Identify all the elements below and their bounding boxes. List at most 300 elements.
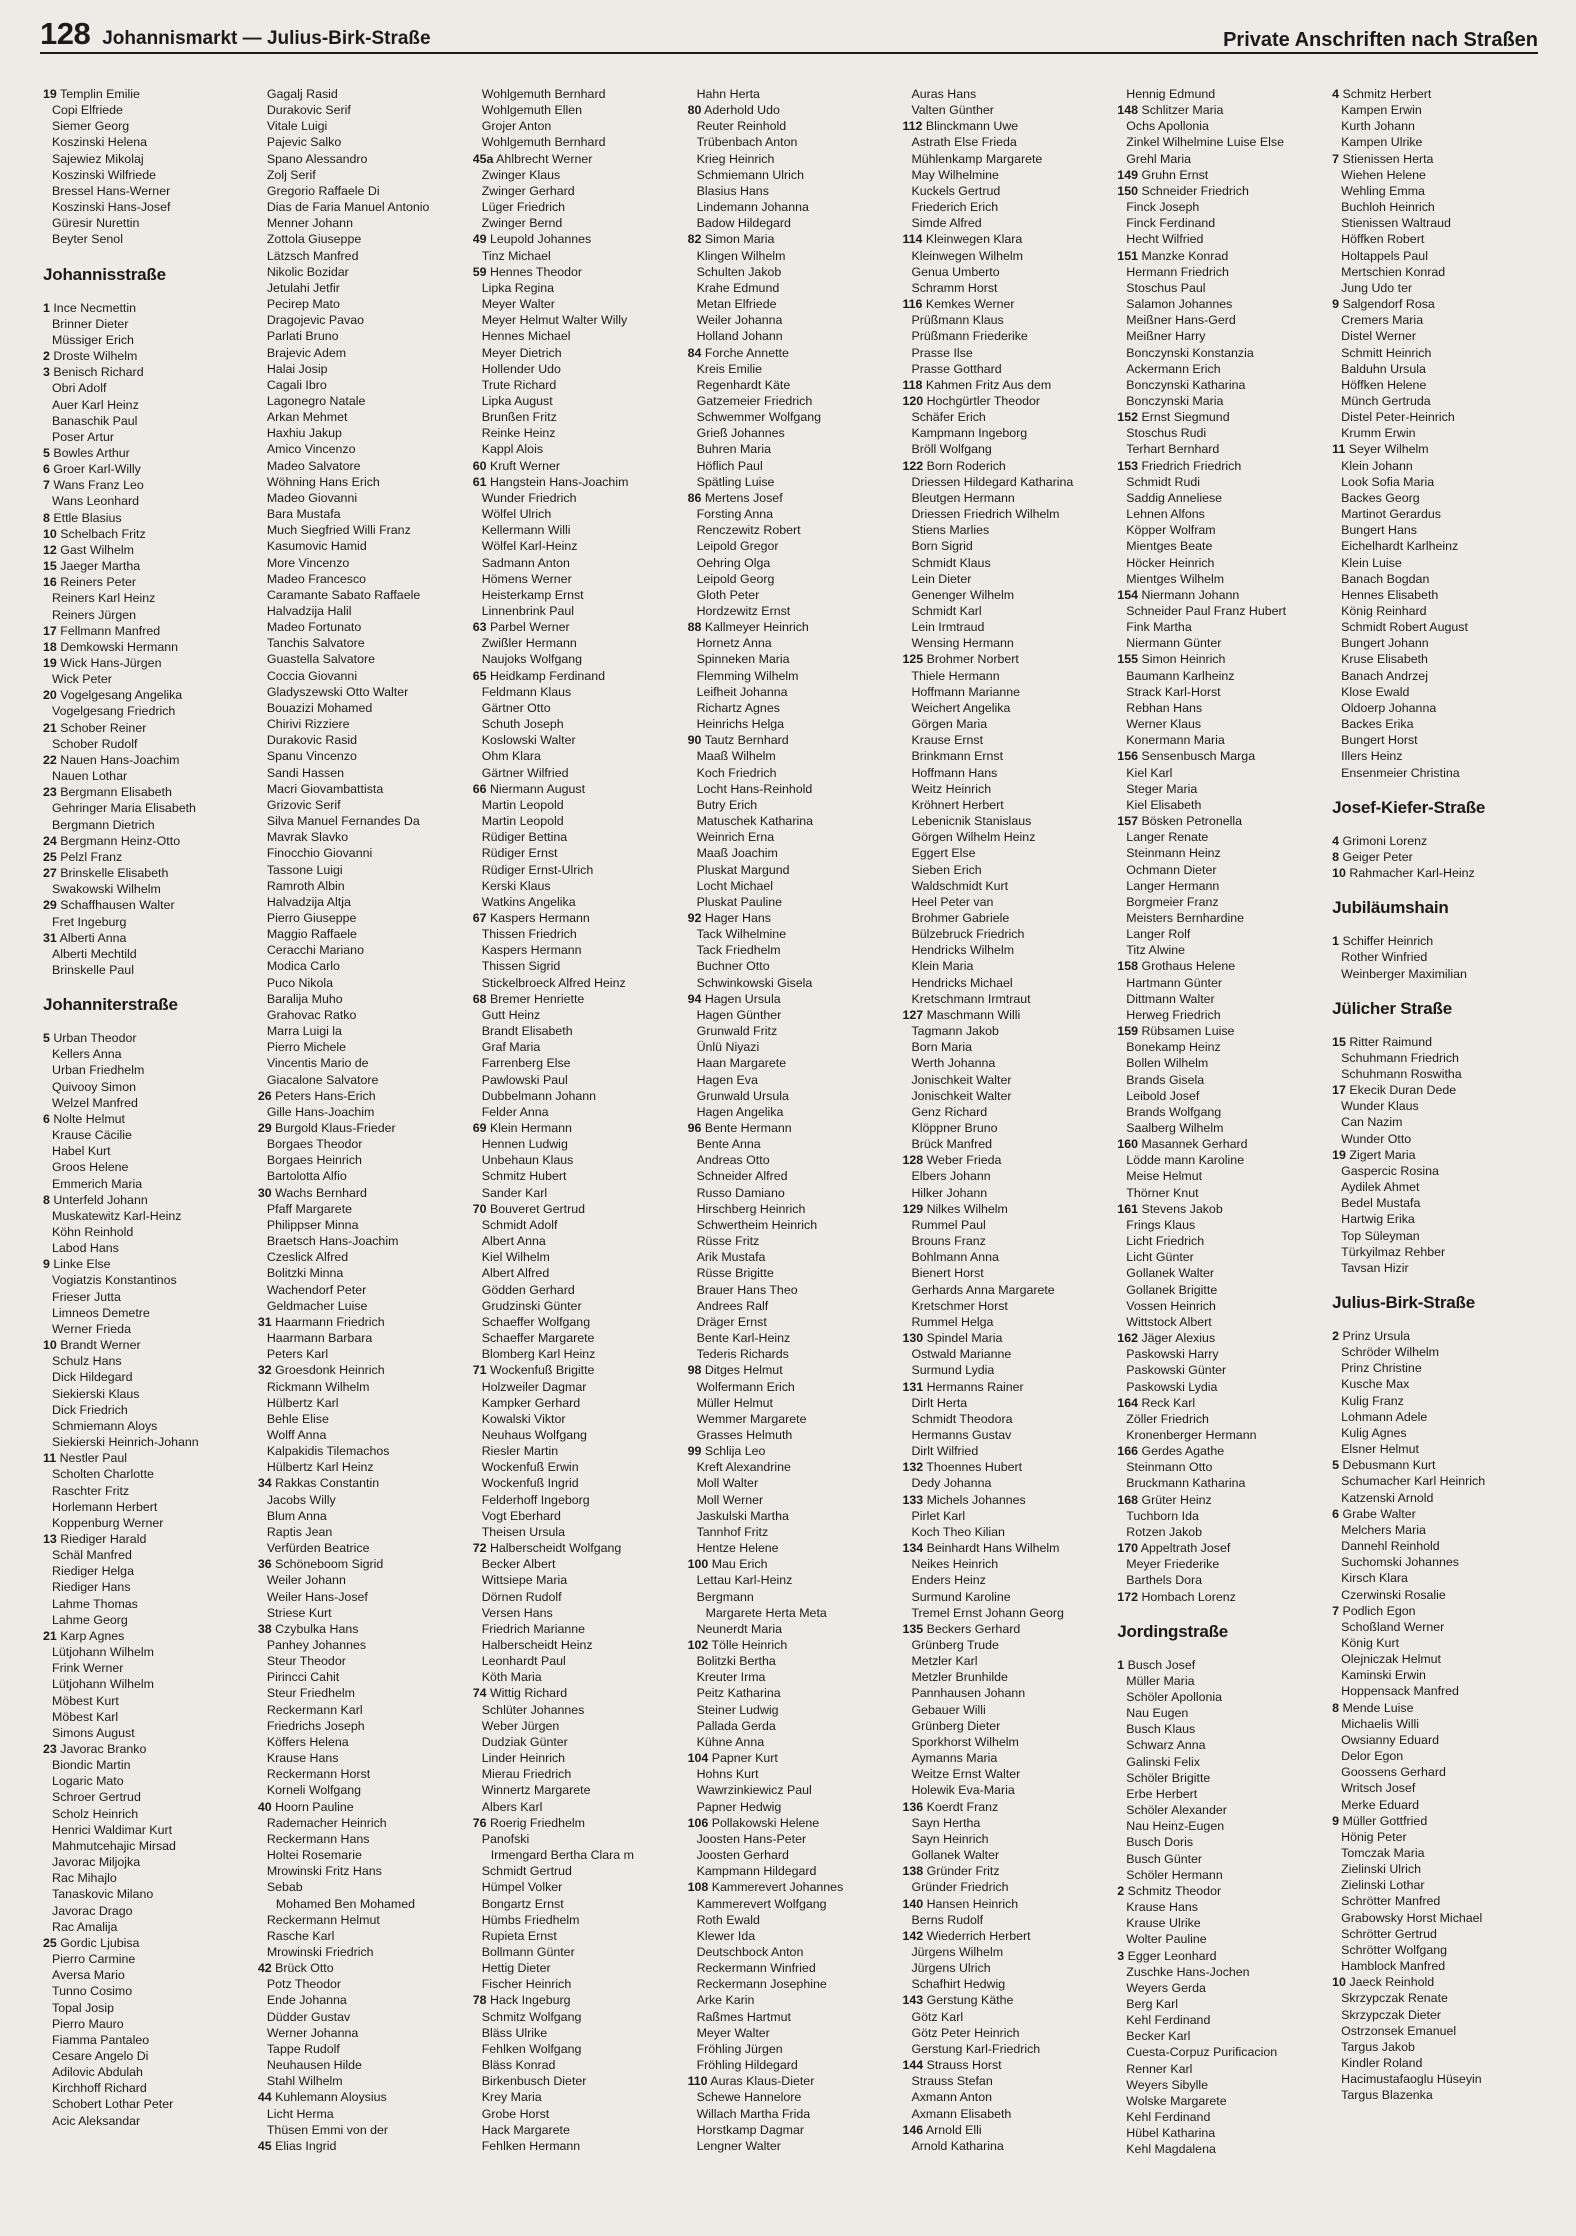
- resident-entry: [258, 942, 464, 958]
- resident-name: Brands Wolfgang: [1126, 1104, 1222, 1119]
- house-number: 146: [902, 2122, 924, 2137]
- resident-name: Leipold Gregor: [696, 539, 779, 554]
- resident-entry: [473, 1782, 679, 1798]
- resident-name: Sieben Erich: [911, 862, 982, 877]
- resident-entry: [43, 623, 249, 639]
- house-number: 60: [472, 458, 487, 473]
- resident-name: Wiehen Helene: [1341, 167, 1426, 182]
- resident-name: Logaric Mato: [52, 1774, 124, 1789]
- resident-entry: [473, 1249, 679, 1265]
- resident-entry: [1117, 474, 1323, 490]
- resident-name: Groos Helene: [52, 1160, 129, 1175]
- resident-name: Kerski Klaus: [481, 878, 551, 893]
- resident-entry: [258, 183, 464, 199]
- resident-entry: [43, 429, 249, 445]
- resident-entry: [258, 571, 464, 587]
- resident-name: Kusche Max: [1341, 1377, 1410, 1392]
- resident-name: Hack Ingeburg: [489, 1993, 571, 2008]
- resident-entry: [258, 199, 464, 215]
- resident-entry: [1117, 1540, 1323, 1556]
- resident-entry: [43, 134, 249, 150]
- resident-entry: [473, 1346, 679, 1362]
- resident-entry: [473, 603, 679, 619]
- resident-name: Hartwig Erika: [1341, 1212, 1415, 1227]
- resident-name: Kehl Ferdinand: [1126, 2013, 1211, 2028]
- resident-name: Schrötter Wolfgang: [1341, 1942, 1447, 1957]
- resident-name: Hirschberg Heinrich: [696, 1201, 806, 1216]
- resident-name: Wachendorf Peter: [266, 1282, 367, 1297]
- resident-entry: [1332, 1797, 1538, 1813]
- resident-name: Lödde mann Karoline: [1126, 1153, 1245, 1168]
- resident-entry: [258, 1023, 464, 1039]
- resident-entry: [258, 134, 464, 150]
- resident-name: Axmann Anton: [911, 2090, 993, 2105]
- house-number: 49: [472, 232, 487, 247]
- resident-entry: [43, 1289, 249, 1305]
- resident-entry: [1117, 1883, 1323, 1899]
- resident-entry: [902, 1330, 1108, 1346]
- resident-name: Schobert Lothar Peter: [52, 2097, 174, 2112]
- house-number: 161: [1117, 1201, 1138, 1216]
- resident-entry: [902, 1637, 1108, 1653]
- resident-name: Tappe Rudolf: [266, 2041, 340, 2056]
- resident-name: Halvadzija Halil: [266, 604, 352, 618]
- house-number: 21: [43, 720, 57, 735]
- resident-entry: [688, 1928, 894, 1944]
- resident-entry: [43, 1272, 249, 1288]
- resident-name: Fröhling Hildegard: [696, 2058, 798, 2073]
- resident-name: Bongartz Ernst: [481, 1896, 564, 1911]
- resident-name: Steger Maria: [1126, 781, 1198, 796]
- resident-name: Fischer Heinrich: [481, 1977, 572, 1992]
- resident-entry: [688, 2025, 894, 2041]
- resident-name: Schneider Paul Franz Hubert: [1126, 604, 1287, 618]
- resident-entry: [258, 1992, 464, 2008]
- resident-entry: [43, 1547, 249, 1563]
- resident-name: Leonhardt Paul: [481, 1654, 566, 1669]
- resident-name: Backes Erika: [1341, 717, 1414, 732]
- resident-entry: [258, 1621, 464, 1637]
- resident-name: Brinskelle Elisabeth: [60, 866, 169, 881]
- resident-name: Surmund Karoline: [911, 1589, 1011, 1604]
- resident-entry: [688, 86, 894, 102]
- resident-entry: [1117, 732, 1323, 748]
- resident-name: Bonekamp Heinz: [1126, 1040, 1221, 1055]
- resident-entry: [473, 2057, 679, 2073]
- house-number: 159: [1117, 1024, 1138, 1039]
- resident-entry: [473, 1928, 679, 1944]
- resident-name: Urban Theodor: [53, 1031, 137, 1046]
- house-number: 30: [257, 1185, 272, 1200]
- resident-entry: [902, 2025, 1108, 2041]
- resident-name: Dirlt Wilfried: [911, 1444, 979, 1459]
- resident-name: Bente Anna: [696, 1137, 761, 1152]
- resident-name: Brück Otto: [275, 1961, 334, 1976]
- resident-name: Javorac Branko: [60, 1742, 147, 1756]
- directory-columns: [40, 86, 1538, 2158]
- resident-entry: [1117, 1459, 1323, 1475]
- resident-name: Madeo Fortunato: [266, 620, 362, 635]
- resident-name: Skrzypczak Dieter: [1341, 2007, 1441, 2022]
- resident-entry: [688, 1976, 894, 1992]
- resident-entry: [688, 1960, 894, 1976]
- resident-name: Nauen Lothar: [52, 769, 128, 784]
- resident-name: Neuhausen Hilde: [266, 2058, 362, 2073]
- resident-entry: [1117, 1572, 1323, 1588]
- resident-entry: [902, 1072, 1108, 1088]
- resident-entry: [258, 1233, 464, 1249]
- resident-name: Kreft Alexandrine: [696, 1460, 791, 1475]
- resident-name: Schlitzer Maria: [1141, 103, 1224, 118]
- resident-name: Distel Werner: [1341, 329, 1416, 344]
- house-number: 104: [687, 1751, 709, 1766]
- resident-name: Gille Hans-Joachim: [266, 1104, 375, 1119]
- resident-entry: [473, 1265, 679, 1281]
- resident-name: Banach Andrzej: [1341, 668, 1428, 683]
- resident-name: Meißner Hans-Gerd: [1126, 313, 1236, 328]
- resident-name: Vogelgesang Angelika: [60, 688, 183, 703]
- resident-entry: [902, 1621, 1108, 1637]
- resident-name: Adilovic Abdulah: [52, 2065, 143, 2080]
- resident-name: Jürgens Wilhelm: [911, 1944, 1004, 1959]
- resident-entry: [43, 768, 249, 784]
- resident-entry: [1332, 1179, 1538, 1195]
- resident-name: Gregorio Raffaele Di: [266, 183, 380, 198]
- resident-entry: [902, 1120, 1108, 1136]
- resident-entry: [473, 506, 679, 522]
- resident-name: Herweg Friedrich: [1126, 1007, 1221, 1022]
- resident-name: Hack Margarete: [481, 2122, 570, 2137]
- resident-name: Winnertz Margarete: [481, 1783, 591, 1798]
- resident-name: Buhren Maria: [696, 442, 771, 457]
- resident-entry: [1117, 2012, 1323, 2028]
- resident-entry: [1332, 1958, 1538, 1974]
- resident-entry: [473, 1589, 679, 1605]
- house-number: 20: [43, 688, 57, 703]
- resident-name: Sandi Hassen: [266, 765, 345, 780]
- resident-entry: [1117, 1427, 1323, 1443]
- resident-name: Valten Günther: [911, 103, 994, 118]
- resident-entry: [473, 1362, 679, 1378]
- resident-name: Axmann Elisabeth: [911, 2106, 1012, 2121]
- resident-name: Skrzypczak Renate: [1341, 1991, 1448, 2006]
- resident-entry: [258, 506, 464, 522]
- house-number: 164: [1117, 1395, 1138, 1410]
- resident-name: Schmitz Hubert: [481, 1169, 567, 1184]
- house-number: 74: [472, 1686, 487, 1701]
- resident-name: Krause Hans: [1126, 1900, 1198, 1915]
- resident-name: Strauss Stefan: [911, 2074, 993, 2089]
- resident-name: Meyer Walter: [481, 297, 555, 312]
- resident-name: Bressel Hans-Werner: [52, 183, 171, 198]
- resident-entry: [688, 2138, 894, 2154]
- house-number: 125: [902, 652, 924, 667]
- resident-name: Brinner Dieter: [52, 316, 129, 331]
- resident-entry: [1332, 1974, 1538, 1990]
- resident-name: Niermann August: [489, 781, 586, 796]
- resident-name: Finck Joseph: [1126, 200, 1200, 215]
- street-heading: Jülicher Straße: [1332, 998, 1452, 1018]
- directory-column-3: [470, 86, 679, 2158]
- resident-entry: [43, 1822, 249, 1838]
- resident-name: Schmidt Gertrud: [481, 1864, 572, 1879]
- resident-entry: [902, 1766, 1108, 1782]
- resident-entry: [258, 555, 464, 571]
- resident-name: Stoschus Rudi: [1126, 426, 1207, 441]
- resident-entry: [902, 102, 1108, 118]
- resident-name: Much Siegfried Willi Franz: [266, 523, 411, 538]
- resident-entry: [902, 328, 1108, 344]
- house-number: 135: [902, 1621, 924, 1636]
- resident-entry: [258, 231, 464, 247]
- house-number: 8: [43, 1192, 50, 1207]
- resident-name: Salgendorf Rosa: [1342, 297, 1435, 312]
- resident-entry: [902, 1492, 1108, 1508]
- resident-entry: [1117, 991, 1323, 1007]
- resident-name: Rickmann Wilhelm: [266, 1379, 370, 1394]
- resident-name: Bergmann: [696, 1589, 754, 1604]
- resident-name: Schöler Alexander: [1126, 1803, 1227, 1818]
- resident-name: Kiel Wilhelm: [481, 1250, 550, 1265]
- resident-name: Krahe Edmund: [696, 280, 780, 295]
- resident-name: Blomberg Karl Heinz: [481, 1347, 596, 1362]
- resident-name: Niermann Johann: [1141, 587, 1240, 602]
- resident-name: Leipold Georg: [696, 571, 775, 586]
- resident-entry: [43, 1402, 249, 1418]
- resident-name: Salamon Johannes: [1126, 297, 1233, 312]
- resident-name: Brandt Elisabeth: [481, 1024, 573, 1039]
- resident-entry: [902, 1831, 1108, 1847]
- resident-entry: [688, 1168, 894, 1184]
- resident-entry: [902, 1168, 1108, 1184]
- resident-entry: [1332, 1393, 1538, 1409]
- resident-name: Jacobs Willy: [266, 1492, 336, 1507]
- house-number: 1: [43, 300, 50, 315]
- resident-name: Coccia Giovanni: [266, 668, 358, 683]
- resident-entry: [688, 264, 894, 280]
- resident-name: Lein Dieter: [911, 571, 972, 586]
- resident-name: Schulz Hans: [52, 1354, 122, 1369]
- resident-name: Ramroth Albin: [266, 878, 345, 893]
- resident-name: Dannehl Reinhold: [1341, 1539, 1440, 1554]
- resident-name: Hömens Werner: [481, 571, 572, 586]
- resident-name: Paskowski Harry: [1126, 1347, 1219, 1362]
- resident-entry: [258, 1217, 464, 1233]
- resident-entry: [688, 1750, 894, 1766]
- resident-entry: [473, 1492, 679, 1508]
- resident-name: Lehnen Alfons: [1126, 507, 1205, 522]
- resident-entry: [1117, 1379, 1323, 1395]
- house-number: 2: [1117, 1883, 1125, 1898]
- house-number: 27: [43, 866, 57, 881]
- resident-entry: [43, 1176, 249, 1192]
- resident-name: Titz Alwine: [1126, 943, 1186, 958]
- resident-entry: [473, 312, 679, 328]
- resident-name: Neikes Heinrich: [911, 1557, 999, 1572]
- resident-name: Sporkhorst Wilhelm: [911, 1734, 1019, 1749]
- resident-entry: [902, 1912, 1108, 1928]
- resident-name: Kaspers Hermann: [481, 943, 582, 958]
- resident-name: Rüsse Fritz: [696, 1234, 760, 1249]
- resident-entry: [1117, 264, 1323, 280]
- resident-name: Eggert Else: [911, 846, 976, 861]
- resident-name: Moll Werner: [696, 1492, 764, 1507]
- resident-name: Halberscheidt Wolfgang: [489, 1541, 622, 1556]
- resident-name: Gödden Gerhard: [481, 1282, 575, 1297]
- resident-name: Kowalski Viktor: [481, 1411, 566, 1426]
- resident-name: Elsner Helmut: [1341, 1442, 1419, 1457]
- resident-name: Hümbs Friedhelm: [481, 1912, 580, 1927]
- resident-entry: [902, 1443, 1108, 1459]
- resident-entry: [902, 1379, 1108, 1395]
- resident-name: Friedrichs Joseph: [266, 1718, 365, 1733]
- resident-entry: [902, 1362, 1108, 1378]
- house-number: 152: [1117, 410, 1138, 425]
- resident-entry: [1117, 1168, 1323, 1184]
- resident-entry: [902, 2009, 1108, 2025]
- resident-entry: [473, 2073, 679, 2089]
- resident-name: Groesdonk Heinrich: [275, 1363, 385, 1378]
- resident-entry: [1117, 1964, 1323, 1980]
- resident-name: Ohm Klara: [481, 749, 541, 764]
- resident-name: Hennen Ludwig: [481, 1137, 568, 1152]
- resident-name: Tanaskovic Milano: [52, 1887, 154, 1902]
- resident-name: Arnold Elli: [925, 2122, 982, 2137]
- resident-entry: [43, 413, 249, 429]
- resident-name: Hoorn Pauline: [275, 1799, 354, 1814]
- resident-entry: [473, 1411, 679, 1427]
- resident-entry: [902, 958, 1108, 974]
- resident-name: Steur Theodor: [266, 1654, 346, 1669]
- house-number: 1: [1117, 1657, 1125, 1672]
- resident-entry: [688, 781, 894, 797]
- resident-name: Neuhaus Wolfgang: [481, 1427, 587, 1442]
- resident-entry: [473, 1556, 679, 1572]
- resident-name: Leibold Josef: [1126, 1088, 1200, 1103]
- street-heading: Josef-Kiefer-Straße: [1332, 797, 1486, 817]
- resident-entry: [1117, 1249, 1323, 1265]
- resident-name: Grunwald Fritz: [696, 1024, 778, 1039]
- resident-entry: [1332, 635, 1538, 651]
- resident-name: Debusmann Kurt: [1342, 1458, 1436, 1473]
- resident-name: Grabowsky Horst Michael: [1341, 1910, 1483, 1925]
- resident-entry: [258, 2025, 464, 2041]
- resident-name: Pierro Giuseppe: [266, 910, 357, 925]
- resident-entry: [43, 736, 249, 752]
- house-number: 138: [902, 1864, 924, 1879]
- resident-entry: [902, 555, 1108, 571]
- resident-name: Strack Karl-Horst: [1126, 684, 1221, 699]
- resident-entry: [258, 2057, 464, 2073]
- resident-entry: [902, 118, 1108, 134]
- resident-name: Albers Karl: [481, 1799, 543, 1814]
- resident-entry: [1117, 1818, 1323, 1834]
- resident-entry: [258, 1653, 464, 1669]
- resident-entry: [43, 1305, 249, 1321]
- resident-entry: [43, 1983, 249, 1999]
- resident-entry: [473, 991, 679, 1007]
- resident-entry: [258, 732, 464, 748]
- resident-name: Bonczynski Maria: [1126, 393, 1224, 408]
- resident-entry: [688, 118, 894, 134]
- resident-entry: [43, 1353, 249, 1369]
- resident-entry: [902, 1702, 1108, 1718]
- house-number: 157: [1117, 814, 1138, 829]
- resident-name: Rüdiger Ernst: [481, 846, 558, 861]
- resident-name: Schlüter Johannes: [481, 1702, 585, 1717]
- resident-name: Versen Hans: [481, 1605, 553, 1620]
- resident-name: Schwemmer Wolfgang: [696, 410, 821, 425]
- resident-name: Bläss Konrad: [481, 2058, 556, 2073]
- resident-name: Lebenicnik Stanislaus: [911, 814, 1032, 829]
- resident-entry: [902, 538, 1108, 554]
- resident-name: Delor Egon: [1341, 1749, 1404, 1764]
- resident-entry: [473, 280, 679, 296]
- resident-name: Schäfer Erich: [911, 410, 986, 425]
- resident-entry: [1332, 1893, 1538, 1909]
- house-number: 100: [687, 1557, 709, 1572]
- resident-name: Schlija Leo: [704, 1444, 766, 1459]
- resident-name: Reckermann Hans: [266, 1831, 370, 1846]
- resident-entry: [1117, 1055, 1323, 1071]
- resident-name: Zolj Serif: [266, 167, 316, 182]
- resident-entry: [902, 571, 1108, 587]
- house-number: 156: [1117, 749, 1138, 764]
- resident-name: Hollender Udo: [481, 361, 561, 376]
- resident-entry: [688, 1782, 894, 1798]
- resident-entry: [688, 1007, 894, 1023]
- resident-name: Poser Artur: [52, 429, 114, 444]
- house-number: 133: [902, 1492, 924, 1507]
- resident-name: Tack Friedhelm: [696, 943, 781, 958]
- resident-name: Hagen Angelika: [696, 1104, 784, 1119]
- resident-entry: [902, 587, 1108, 603]
- resident-entry: [258, 1944, 464, 1960]
- resident-name: Bowles Arthur: [53, 445, 130, 460]
- resident-name: Bungert Johann: [1341, 636, 1429, 651]
- resident-name: Prasse Gotthard: [911, 361, 1002, 376]
- resident-name: Schmiemann Ulrich: [696, 167, 804, 182]
- resident-name: Rebhan Hans: [1126, 700, 1203, 715]
- resident-name: Riesler Martin: [481, 1444, 559, 1459]
- resident-entry: [473, 264, 679, 280]
- resident-name: Kretschmann Irmtraut: [911, 991, 1031, 1006]
- resident-entry: [902, 1605, 1108, 1621]
- house-number: 1: [1332, 934, 1340, 949]
- resident-entry: [473, 2106, 679, 2122]
- resident-name: Weiler Johanna: [696, 313, 783, 328]
- resident-name: Locht Michael: [696, 878, 774, 893]
- resident-name: Sensenbusch Marga: [1141, 749, 1256, 764]
- resident-name: Schmitt Heinrich: [1341, 345, 1432, 360]
- resident-name: Tölle Heinrich: [711, 1638, 788, 1652]
- resident-entry: [473, 1185, 679, 1201]
- resident-name: Hermann Friedrich: [1126, 264, 1229, 279]
- resident-entry: [473, 862, 679, 878]
- house-number: 25: [43, 1935, 57, 1950]
- resident-name: Tannhof Fritz: [696, 1524, 769, 1539]
- resident-name: Bolitzki Minna: [266, 1266, 344, 1281]
- resident-entry: [688, 2106, 894, 2122]
- house-number: 158: [1117, 959, 1138, 974]
- resident-entry: [688, 1831, 894, 1847]
- resident-entry: [43, 1644, 249, 1660]
- resident-name: Labod Hans: [52, 1241, 119, 1256]
- resident-entry: [258, 1605, 464, 1621]
- resident-name: Tomczak Maria: [1341, 1846, 1425, 1860]
- resident-entry: [473, 1088, 679, 1104]
- resident-name: Reckermann Horst: [266, 1767, 371, 1782]
